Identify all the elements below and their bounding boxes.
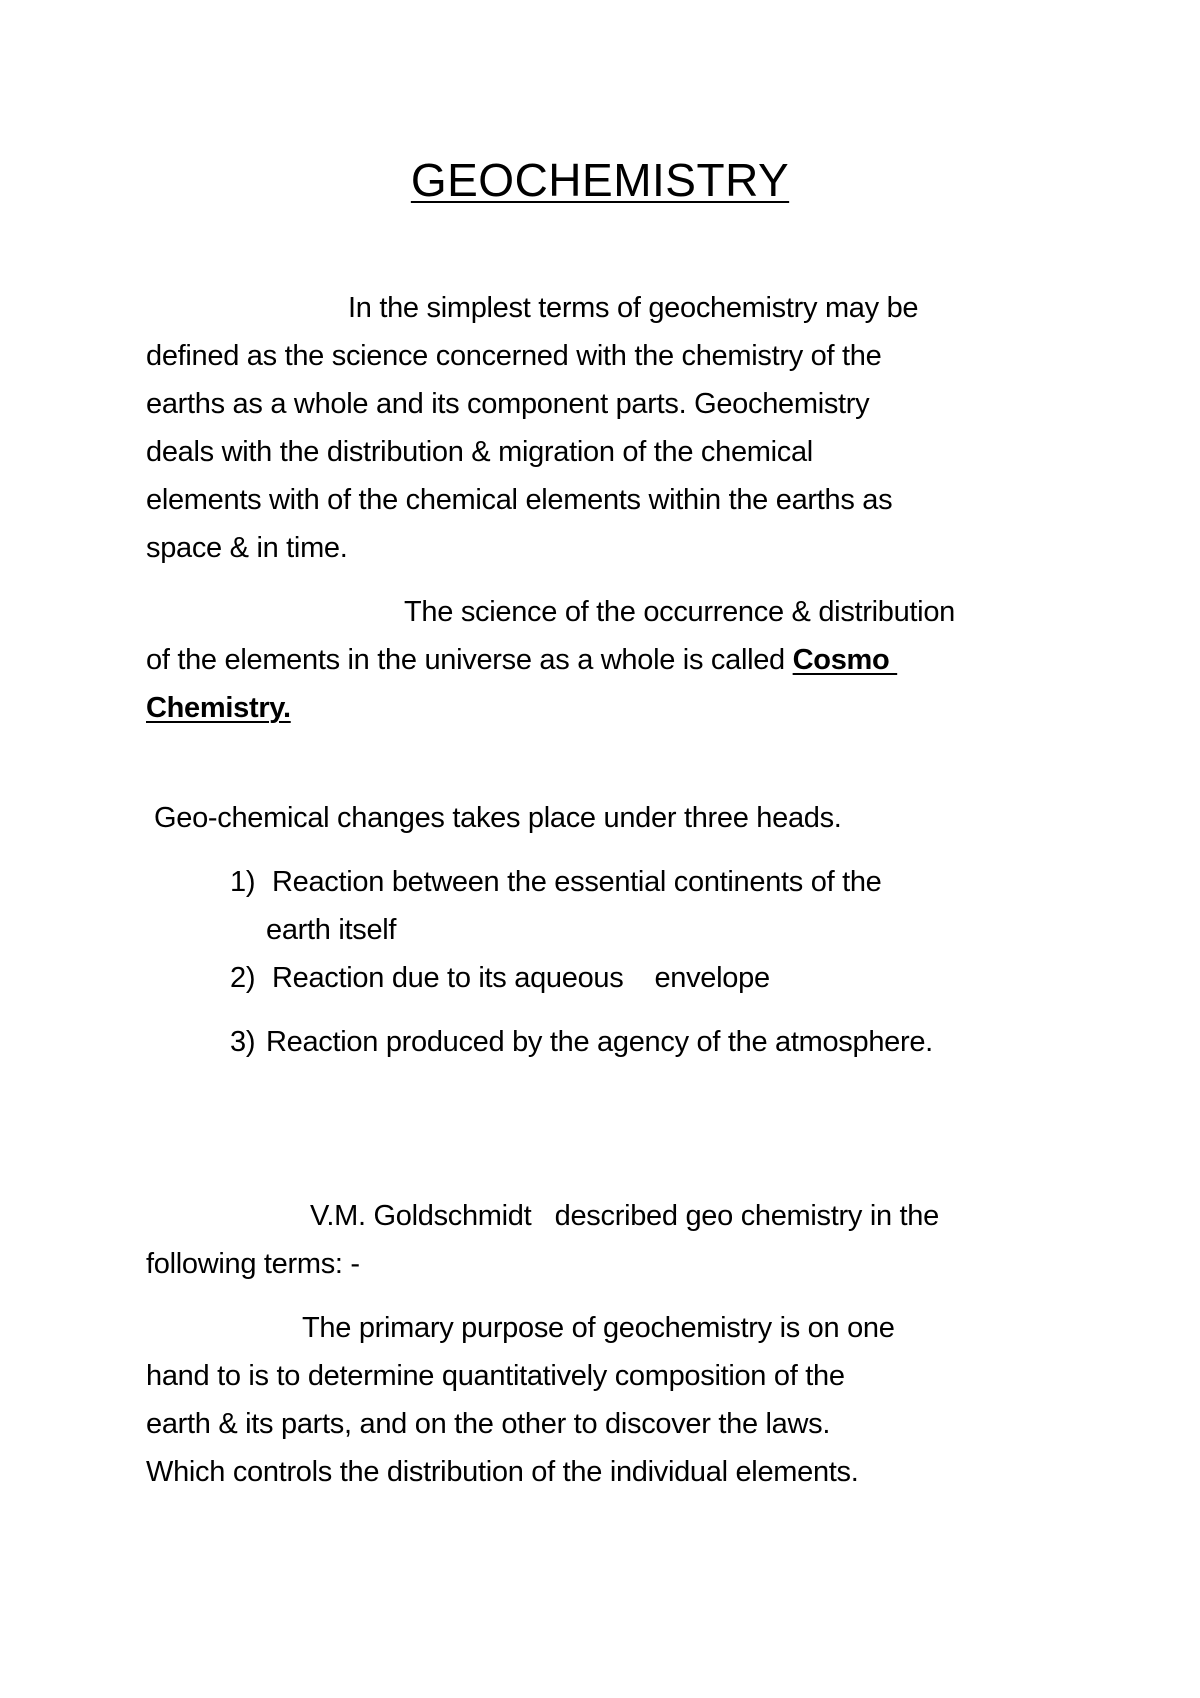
para2-line-2: [146, 640, 897, 680]
para1-line-4: deals with the distribution & migration of the chemical: [146, 436, 813, 468]
purpose-line-2: hand to is to determine quantitatively composition of the: [146, 1360, 845, 1392]
para1-line-5: elements with of the chemical elements within the earths as: [146, 484, 893, 516]
list-item-3-number: 3): [230, 1026, 256, 1058]
para1-line-2: defined as the science concerned with the chemistry of the: [146, 340, 882, 372]
chemistry-term: Chemistry.: [146, 692, 291, 724]
para2-line-3: [146, 688, 291, 728]
list-item-1-number: 1): [230, 866, 256, 898]
para2-line-1: The science of the occurrence & distribution: [404, 596, 955, 628]
para1-line-3: earths as a whole and its component parts. Geochemistry: [146, 388, 870, 420]
para2-line-2-text: of the elements in the universe as a whole is called: [146, 644, 793, 676]
para1-line-1: In the simplest terms of geochemistry may be: [348, 292, 919, 324]
purpose-line-4: Which controls the distribution of the individual elements.: [146, 1456, 859, 1488]
list-item-1-text: Reaction between the essential continents of the: [272, 866, 882, 898]
goldschmidt-line-1: V.M. Goldschmidt described geo chemistry in the: [310, 1200, 939, 1232]
list-item-2-text: Reaction due to its aqueous envelope: [272, 962, 770, 994]
title-text: GEOCHEMISTRY: [410, 154, 790, 206]
para1-line-6: space & in time.: [146, 532, 348, 564]
goldschmidt-line-2: following terms: -: [146, 1248, 360, 1280]
page-title: [0, 152, 1200, 208]
list-item-1-continuation: earth itself: [266, 914, 397, 946]
purpose-line-1: The primary purpose of geochemistry is on one: [302, 1312, 895, 1344]
heads-intro: Geo-chemical changes takes place under three heads.: [154, 802, 842, 834]
list-item-2-number: 2): [230, 962, 256, 994]
list-item-3-text: Reaction produced by the agency of the atmosphere.: [266, 1026, 933, 1058]
purpose-line-3: earth & its parts, and on the other to discover the laws.: [146, 1408, 831, 1440]
cosmo-term: Cosmo: [792, 644, 898, 676]
